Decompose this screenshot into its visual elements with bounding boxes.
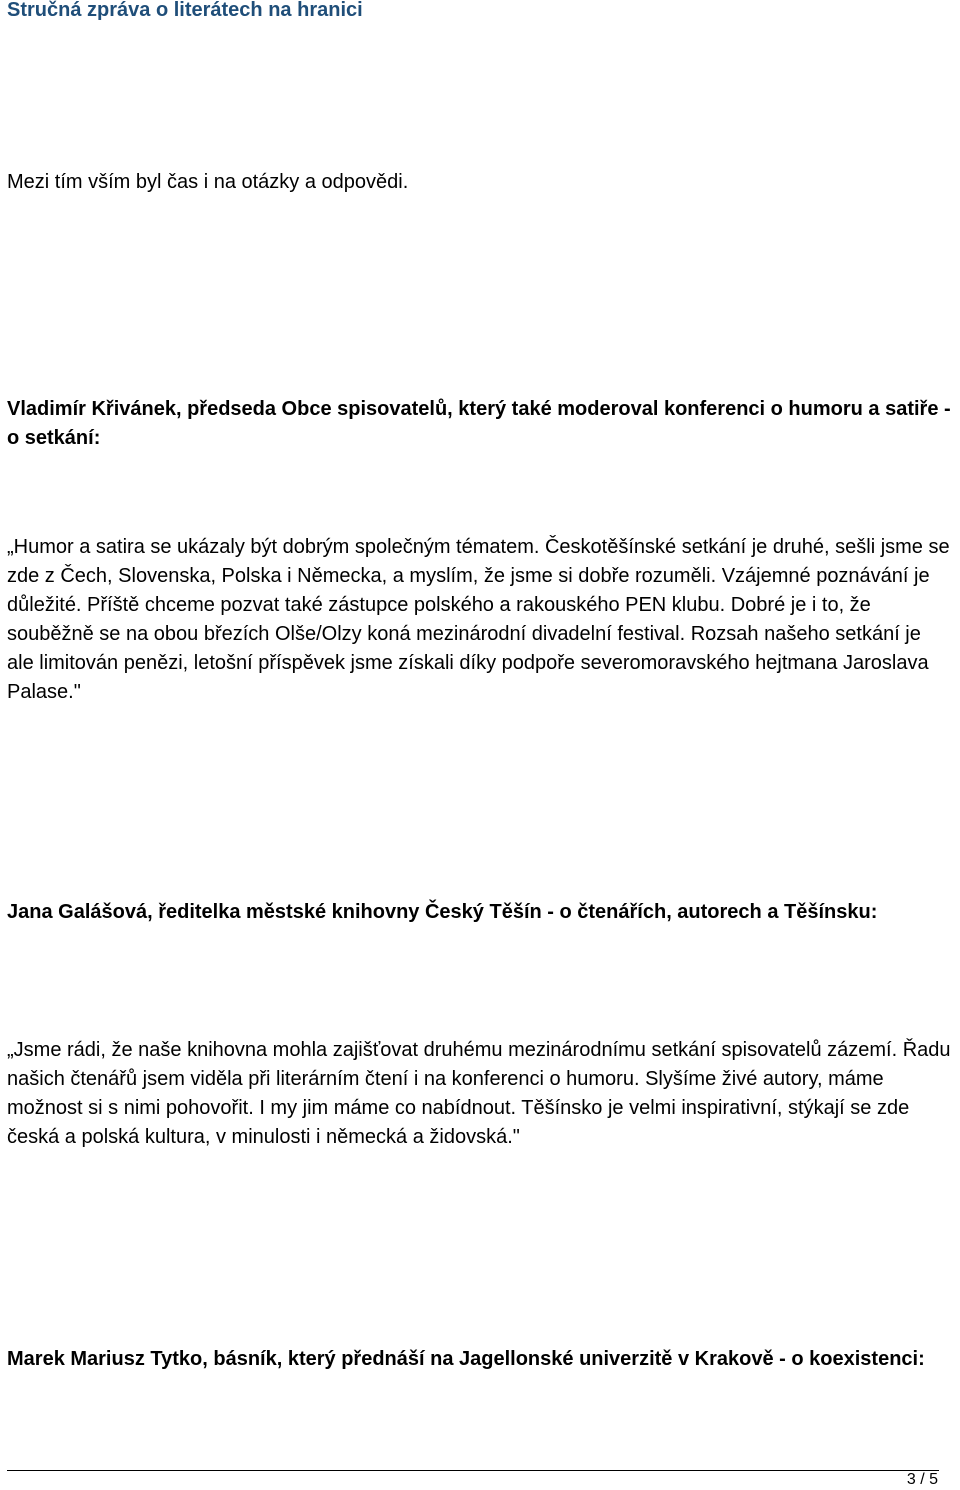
- heading-galasova: Jana Galášová, ředitelka městské knihovny Český Těšín - o čtenářích, autorech a Těšínsku:: [7, 901, 878, 923]
- heading-krivanek: Vladimír Křivánek, předseda Obce spisovatelů, který také moderoval konferenci o humoru a satiře - o setkání:: [7, 398, 951, 449]
- page-number: 3 / 5: [906, 1471, 938, 1488]
- quote-krivanek: „Humor a satira se ukázaly být dobrým společným tématem. Českotěšínské setkání je druhé, sešli jsme se zde z Čech, Slovenska, Polska i Německa, a myslím, že jsme si dobře rozuměli. Vzájemné poznávání je důležité. Příště chceme pozvat také zástupce polského a rakouského PEN klubu. Dobré je i to, že souběžně se na obou březích Olše/Olzy koná mezinárodní divadelní festival. Rozsah našeho setkání je ale limitován penězi, letošní příspěvek jsme získali díky podpoře severomoravského hejtmana Jaroslava Palase.": [7, 536, 950, 703]
- footer-divider: [7, 1470, 939, 1471]
- page-header-title: Stručná zpráva o literátech na hranici: [7, 0, 363, 21]
- heading-tytko: Marek Mariusz Tytko, básník, který přednáší na Jagellonské univerzitě v Krakově - o koexistenci:: [7, 1348, 925, 1370]
- intro-paragraph: Mezi tím vším byl čas i na otázky a odpovědi.: [7, 171, 409, 193]
- quote-galasova: „Jsme rádi, že naše knihovna mohla zajišťovat druhému mezinárodnímu setkání spisovatelů zázemí. Řadu našich čtenářů jsem viděla při literárním čtení i na konferenci o humoru. Slyšíme živé autory, máme možnost si s nimi pohovořit. I my jim máme co nabídnout. Těšínsko je velmi inspirativní, stýkají se zde česká a polská kultura, v minulosti i německá a židovská.": [7, 1039, 951, 1148]
